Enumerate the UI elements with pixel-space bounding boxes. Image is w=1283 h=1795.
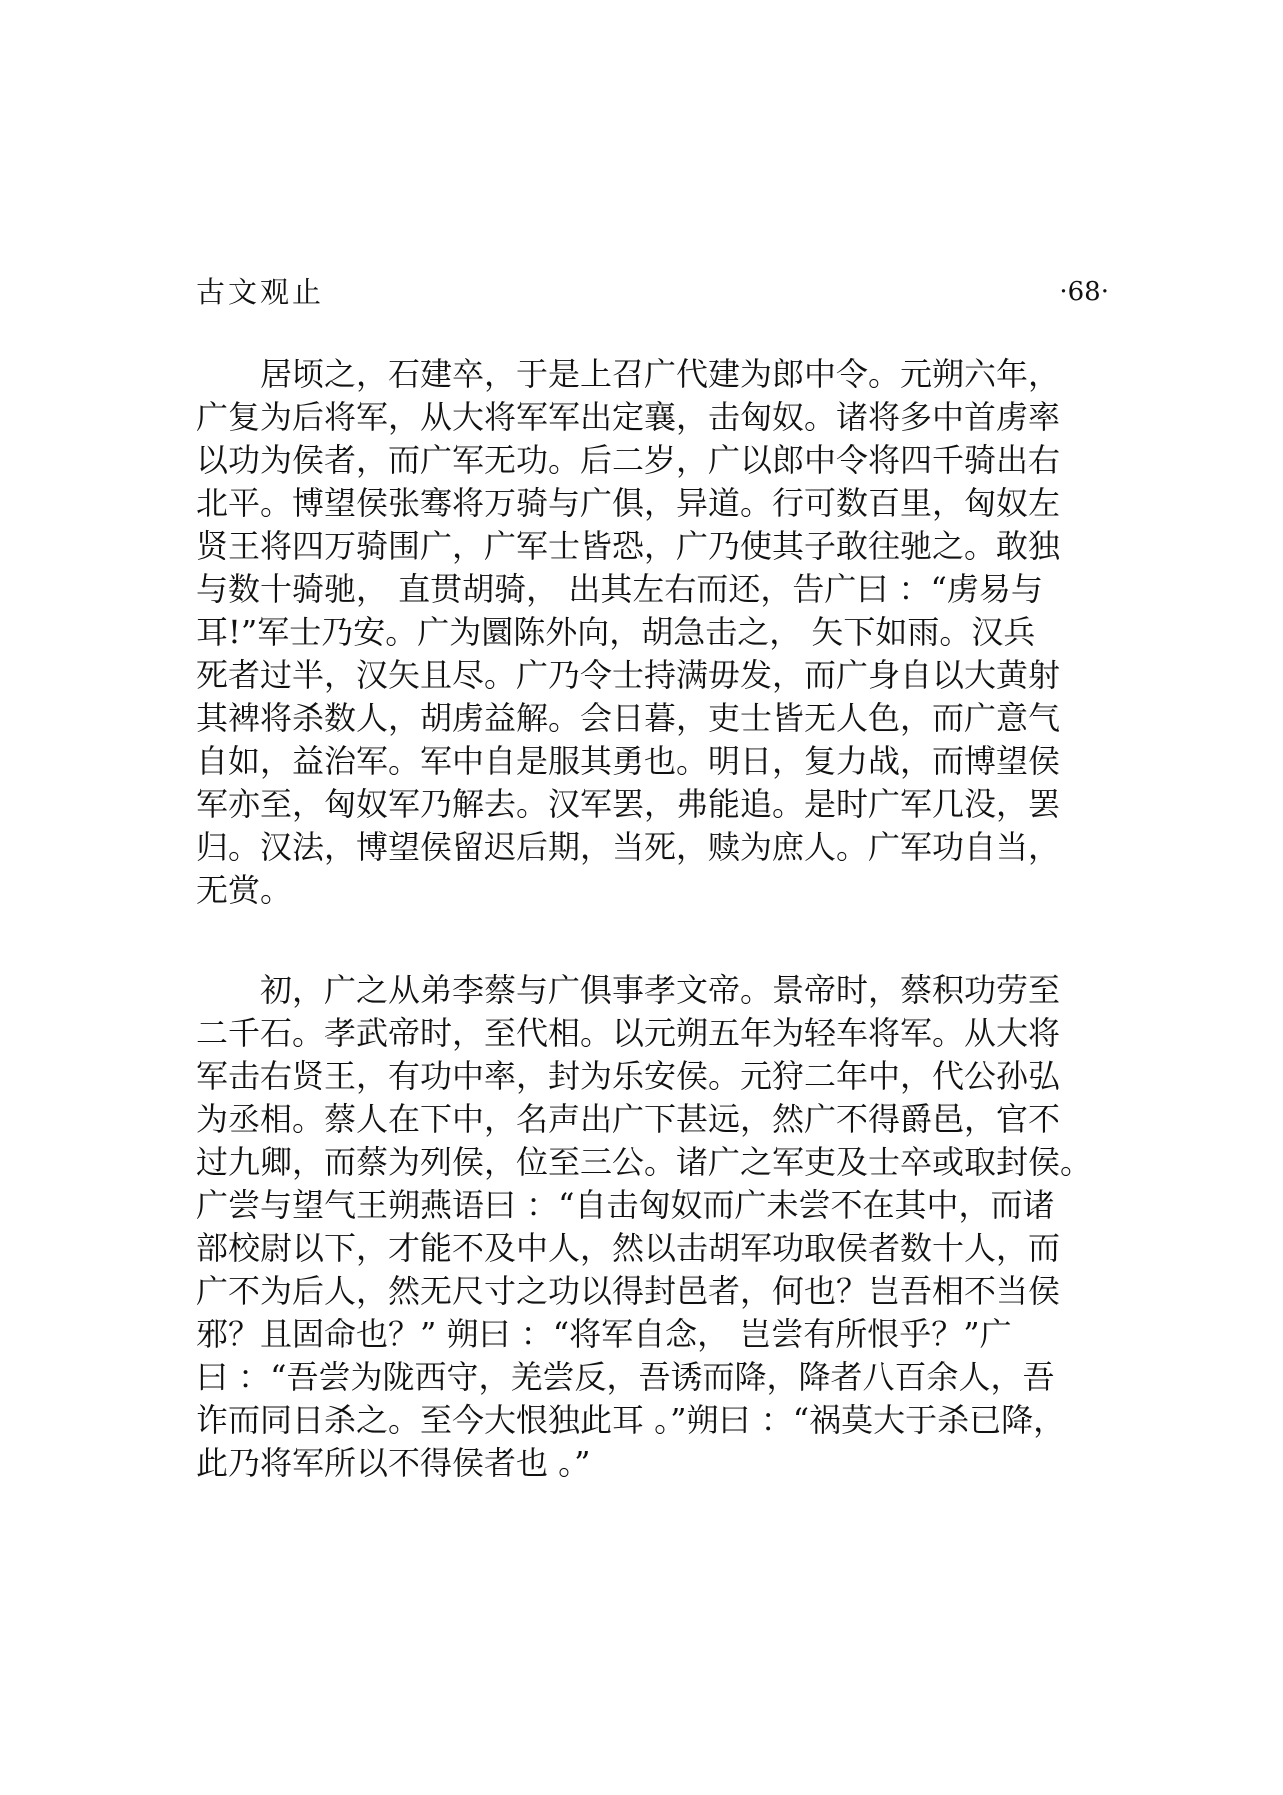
text-line: 曰 ：“吾尝为陇西守，羌尝反，吾诱而降，降者八百余人，吾: [196, 1358, 1055, 1396]
text-line: 邪？且固命也？” 朔曰 ：“将军自念， 岂尝有所恨乎？”广: [196, 1315, 1012, 1353]
text-line: 军亦至，匈奴军乃解去。汉军罢，弗能追。是时广军几没，罢: [196, 785, 1061, 823]
book-title: 古文观止: [196, 275, 325, 309]
page-header: [196, 272, 1109, 312]
text-line: 此乃将军所以不得侯者也 。”: [196, 1444, 591, 1482]
paragraph-2: [196, 969, 1109, 1485]
text-line: 归。汉法，博望侯留迟后期，当死，赎为庶人。广军功自当，: [196, 828, 1061, 866]
text-line: 自如，益治军。军中自是服其勇也。明日，复力战，而博望侯: [196, 742, 1061, 780]
text-line: 军击右贤王，有功中率，封为乐安侯。元狩二年中，代公孙弘: [196, 1057, 1061, 1095]
text-line: 广尝与望气王朔燕语曰 ：“自击匈奴而广未尝不在其中，而诸: [196, 1186, 1055, 1224]
text-line: 广不为后人，然无尺寸之功以得封邑者，何也？岂吾相不当侯: [196, 1272, 1061, 1310]
text-line: 北平。博望侯张骞将万骑与广俱，异道。行可数百里，匈奴左: [196, 484, 1061, 522]
body-text: [196, 353, 1109, 1485]
text-line: 为丞相。蔡人在下中，名声出广下甚远，然广不得爵邑，官不: [196, 1100, 1061, 1138]
paragraph-1: [196, 353, 1109, 912]
text-line: 广复为后将军，从大将军军出定襄，击匈奴。诸将多中首虏率: [196, 398, 1061, 436]
text-line: 耳!”军士乃安。广为圜陈外向，胡急击之， 矢下如雨。汉兵: [196, 613, 1036, 651]
page-number: ·68·: [1059, 277, 1109, 307]
paragraph-gap: [196, 912, 1109, 969]
text-line: 初，广之从弟李蔡与广俱事孝文帝。景帝时，蔡积功劳至: [260, 971, 1061, 1009]
text-line: 诈而同日杀之。至今大恨独此耳 。”朔曰 ：“祸莫大于杀已降，: [196, 1401, 1066, 1439]
text-line: 居顷之，石建卒，于是上召广代建为郎中令。元朔六年，: [260, 355, 1061, 393]
text-line: 过九卿，而蔡为列侯，位至三公。诸广之军吏及士卒或取封侯。: [196, 1143, 1093, 1181]
text-line: 其裨将杀数人，胡虏益解。会日暮，吏士皆无人色，而广意气: [196, 699, 1061, 737]
text-line: 贤王将四万骑围广，广军士皆恐，广乃使其子敢往驰之。敢独: [196, 527, 1061, 565]
text-line: 二千石。孝武帝时，至代相。以元朔五年为轻车将军。从大将: [196, 1014, 1061, 1052]
text-line: 以功为侯者，而广军无功。后二岁，广以郎中令将四千骑出右: [196, 441, 1061, 479]
text-line: 部校尉以下，才能不及中人，然以击胡军功取侯者数十人，而: [196, 1229, 1061, 1267]
text-line: 死者过半，汉矢且尽。广乃令士持满毋发，而广身自以大黄射: [196, 656, 1061, 694]
text-line: 与数十骑驰， 直贯胡骑， 出其左右而还，告广曰 ：“虏易与: [196, 570, 1043, 608]
text-line: 无赏。: [196, 871, 293, 909]
